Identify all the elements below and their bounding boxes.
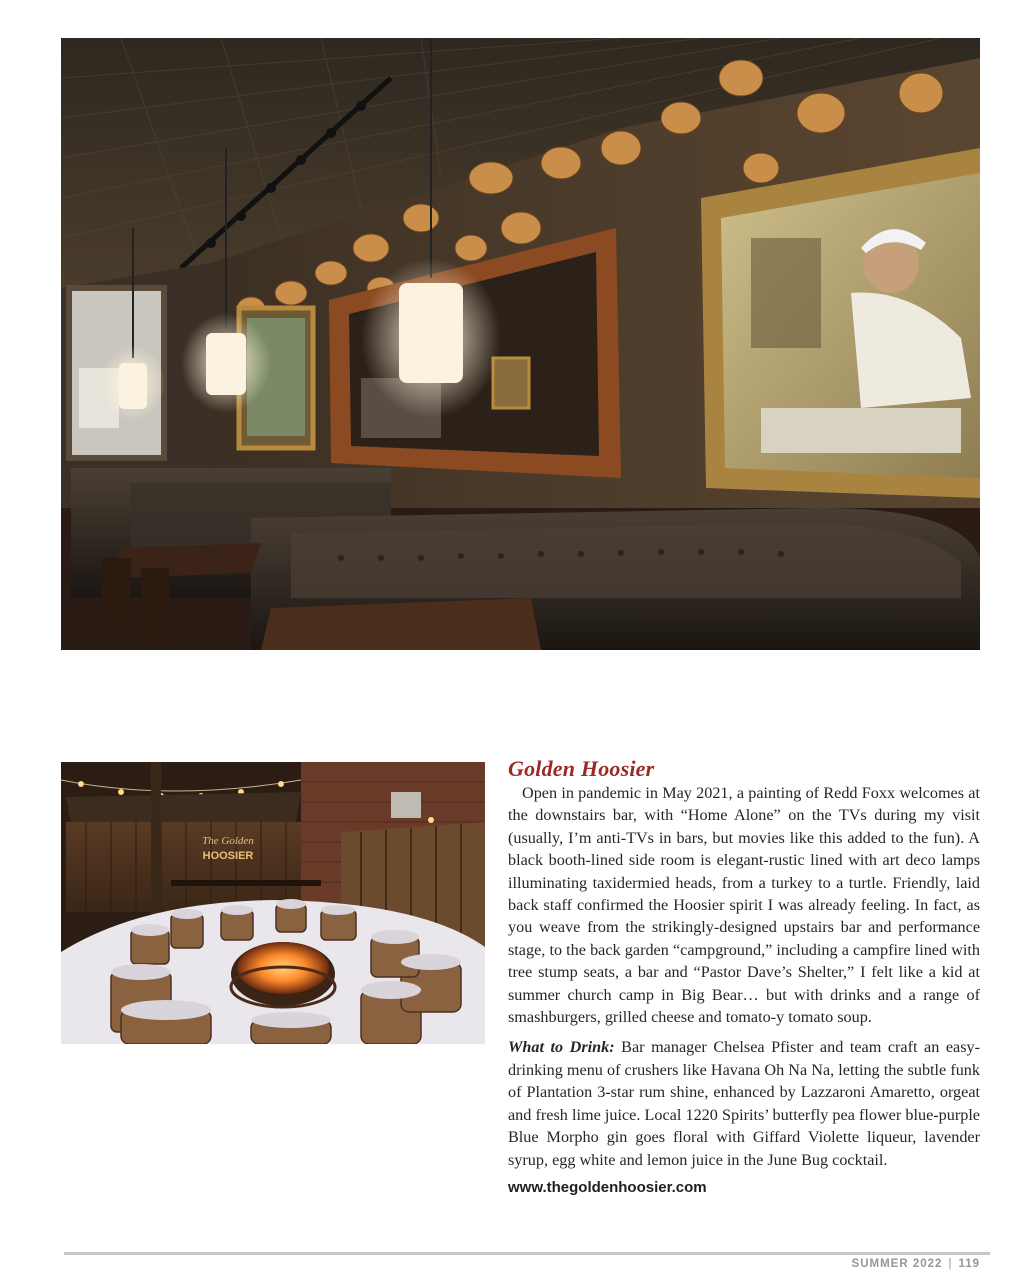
drink-paragraph [508,1036,980,1170]
issue-label: SUMMER 2022 [851,1258,943,1270]
folio-separator: | [948,1258,953,1270]
page-folio [852,1258,980,1270]
page-number: 119 [958,1258,980,1270]
footer-divider [64,1252,990,1255]
campground-illustration [61,762,485,1044]
bar-interior-photo [61,38,980,650]
article-column [508,756,980,1196]
drink-body: Bar manager Chelsea Pfister and team craft an easy-drinking menu of crushers like Havana Oh Na Na, letting the subtle funk of Plantation 3-star rum shine, enhanced by Lazzaroni Amaretto, orgeat and fresh lime juice. Local 1220 Spirits’ butterfly pea flower blue-purple Blue Morpho gin goes floral with Giffard Violette liqueur, lavender syrup, egg white and lemon juice in the June Bug cocktail. [508,1038,980,1169]
bar-interior-illustration [61,38,980,650]
drink-label: What to Drink: [508,1038,615,1057]
venue-title: Golden Hoosier [508,756,655,781]
sign-line-1: The Golden [202,835,254,847]
venue-url-link[interactable]: www.thegoldenhoosier.com [508,1178,707,1196]
campground-photo [61,762,485,1044]
sign-line-2: HOOSIER [202,850,254,862]
article-body: Open in pandemic in May 2021, a painting of Redd Foxx welcomes at the downstairs bar, with “Home Alone” on the TVs during my visit (usually, I’m anti-TVs in bars, but movies like this added to the fun). A black booth-lined side room is elegant-rustic lined with art deco lamps illuminating taxidermied heads, from a turkey to a turtle. Friendly, laid back staff confirmed the Hoosier spirit I was already feeling. In fact, as you weave from the strikingly-designed upstairs bar and performance stage, to the back garden “campground,” including a campfire lined with tree stump seats, a bar and “Pastor Dave’s Shelter,” I felt like a kid at summer church camp in Big Bear… but with drinks and a range of smashburgers, grilled cheese and tomato-y tomato soup. [508,784,980,1027]
